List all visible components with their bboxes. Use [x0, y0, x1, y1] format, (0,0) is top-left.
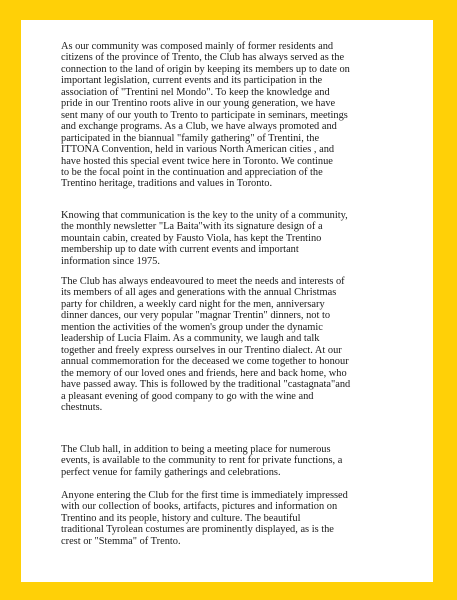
- paragraph-collection: Anyone entering the Club for the first time is immediately impressed with our collection of books, artifacts, pictures and information on Trentino and its people, history and culture. The beautiful traditional Tyrolean costumes are prominently displayed, as is the crest or "Stemma" of Trento.: [61, 490, 348, 547]
- document-page: [21, 20, 433, 582]
- paragraph-club-history: As our community was composed mainly of former residents and citizens of the province of Trento, the Club has always served as the connection to the land of origin by keeping its members up to date on important legislation, current events and its participation in the association of "Trentini nel Mondo". To keep the knowledge and pride in our Trentino roots alive in our young generation, we have sent many of our youth to Trento to participate in seminars, meetings and exchange programs. As a Club, we have always promoted and participated in the biannual "family gathering" of Trentini, the ITTONA Convention, held in various North American cities , and have hosted this special event twice here in Toronto. We continue to be the focal point in the continuation and appreciation of the Trentino heritage, traditions and values in Toronto.: [61, 41, 350, 190]
- paragraph-member-activities: The Club has always endeavoured to meet the needs and interests of its members of all ages and generations with the annual Christmas party for children, a weekly card night for the men, anniversary dinner dances, our very popular "magnar Trentin" dinners, not to mention the activities of the women's group under the dynamic leadership of Lucia Flaim. As a community, we laugh and talk together and freely express ourselves in our Trentino dialect. At our annual commemoration for the deceased we come together to honour the memory of our loved ones and friends, here and back home, who have passed away. This is followed by the traditional "castagnata"and a pleasant evening of good company to go with the wine and chestnuts.: [61, 276, 351, 413]
- paragraph-newsletter: Knowing that communication is the key to the unity of a community, the monthly newsletter "La Baita"with its signature design of a mountain cabin, created by Fausto Viola, has kept the Trentino membership up to date with current events and important information since 1975.: [61, 210, 348, 267]
- paragraph-club-hall: The Club hall, in addition to being a meeting place for numerous events, is available to the community to rent for private functions, a perfect venue for family gatherings and celebrations.: [61, 444, 343, 478]
